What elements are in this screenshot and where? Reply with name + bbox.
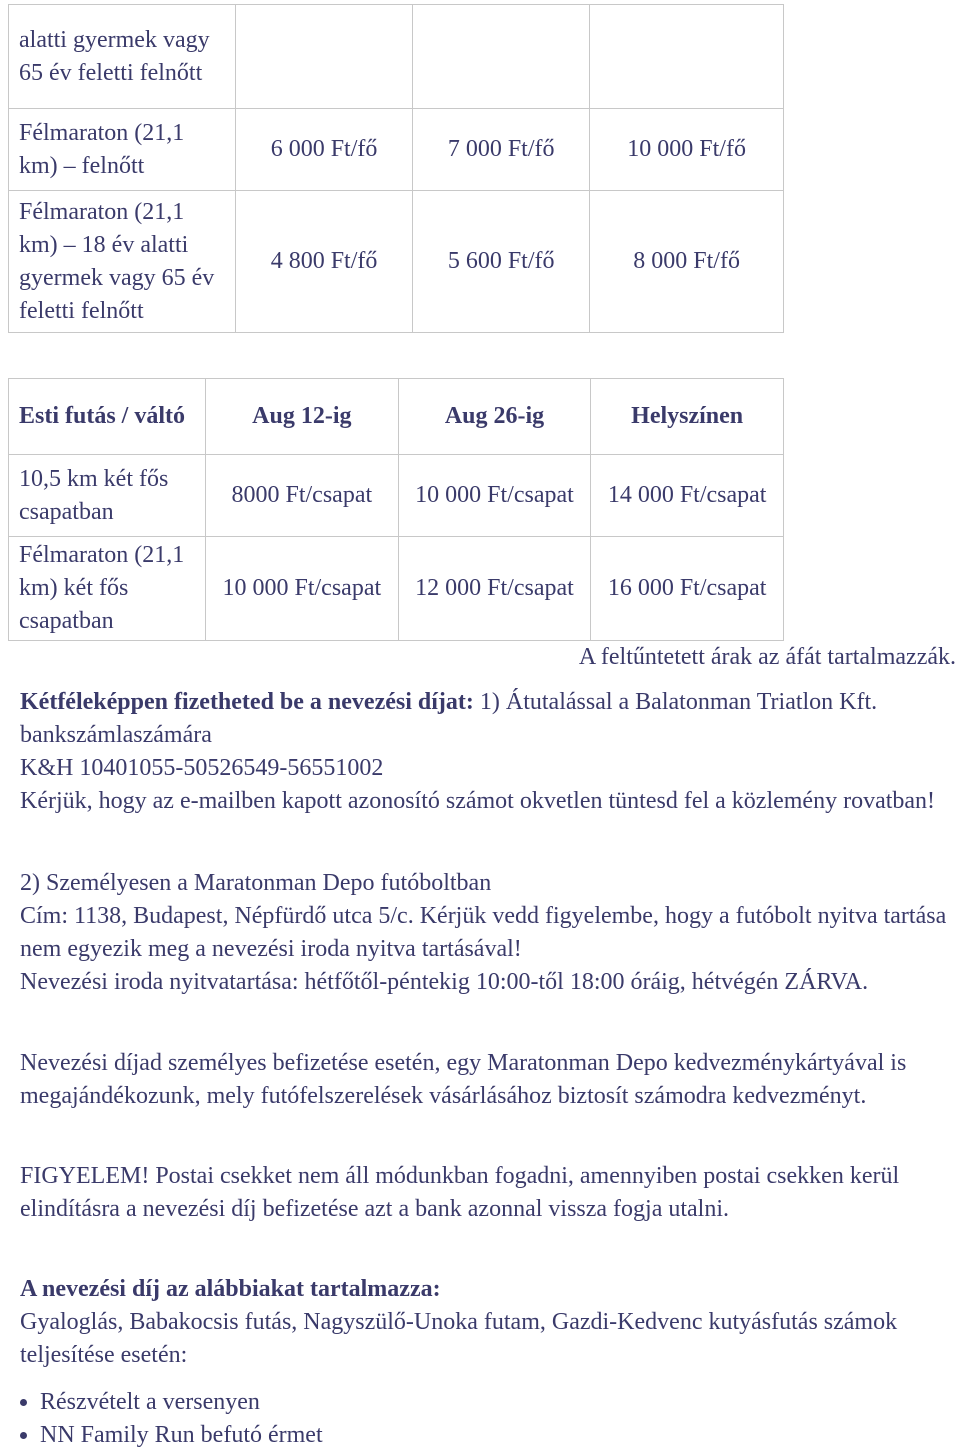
price-cell: 7 000 Ft/fő <box>413 109 590 191</box>
header-cell: Aug 12-ig <box>206 379 399 455</box>
price-cell: 10 000 Ft/csapat <box>206 537 399 641</box>
office-hours: Nevezési iroda nyitvatartása: hétfőtől-péntekig 10:00-től 18:00 óráig, hétvégén ZÁRVA. <box>20 969 869 995</box>
includes-paragraph <box>20 1273 950 1372</box>
category-cell: Félmaraton (21,1 km) két fős csapatban <box>9 537 206 641</box>
table-row <box>9 191 784 333</box>
list-item: • Részvételt a versenyen <box>40 1386 940 1419</box>
payment-option-in-person: 2) Személyesen a Maratonman Depo futóboltban <box>20 870 492 896</box>
price-cell <box>590 5 784 109</box>
payment-note: Kérjük, hogy az e-mailben kapott azonosító számot okvetlen tüntesd fel a közlemény rovatban! <box>20 788 936 814</box>
price-cell: 10 000 Ft/csapat <box>398 455 591 537</box>
payment-option-transfer: 1) Átutalással a Balatonman Triatlon Kft. bankszámlaszámára <box>20 689 878 748</box>
table-row <box>9 109 784 191</box>
discount-paragraph: Nevezési díjad személyes befizetése esetén, egy Maratonman Depo kedvezménykártyával is megajándékozunk, mely futófelszerelések vásárlásához biztosít számodra kedvezményt. <box>20 1050 907 1109</box>
price-table-individual <box>8 4 784 333</box>
price-cell <box>236 5 413 109</box>
payment-heading: Kétféleképpen fizetheted be a nevezési díjat: <box>20 689 474 715</box>
price-cell: 8000 Ft/csapat <box>206 455 399 537</box>
shop-address: Cím: 1138, Budapest, Népfürdő utca 5/c. Kérjük vedd figyelembe, hogy a futóbolt nyitva tartása nem egyezik meg a nevezési iroda nyitva tartásával! <box>20 903 947 962</box>
header-cell: Esti futás / váltó <box>9 379 206 455</box>
payment-in-person-paragraph <box>20 867 950 999</box>
includes-intro: Gyaloglás, Babakocsis futás, Nagyszülő-Unoka futam, Gazdi-Kedvenc kutyásfutás számok teljesítése esetén: <box>20 1309 898 1368</box>
table-header-row <box>9 379 784 455</box>
price-cell: 6 000 Ft/fő <box>236 109 413 191</box>
includes-heading: A nevezési díj az alábbiakat tartalmazza: <box>20 1276 441 1302</box>
bank-account: K&H 10401055-50526549-56551002 <box>20 755 384 781</box>
price-cell: 14 000 Ft/csapat <box>591 455 784 537</box>
category-cell: Félmaraton (21,1 km) – felnőtt <box>9 109 236 191</box>
price-cell: 12 000 Ft/csapat <box>398 537 591 641</box>
price-table-team <box>8 378 784 641</box>
header-cell: Helyszínen <box>591 379 784 455</box>
price-cell: 8 000 Ft/fő <box>590 191 784 333</box>
payment-paragraph <box>20 686 950 818</box>
table-row <box>9 455 784 537</box>
table-row <box>9 5 784 109</box>
header-cell: Aug 26-ig <box>398 379 591 455</box>
category-cell: 10,5 km két fős csapatban <box>9 455 206 537</box>
category-cell: alatti gyermek vagy 65 év feletti felnőtt <box>9 5 236 109</box>
price-cell: 5 600 Ft/fő <box>413 191 590 333</box>
price-cell: 10 000 Ft/fő <box>590 109 784 191</box>
warning-paragraph: FIGYELEM! Postai csekket nem áll módunkban fogadni, amennyiben postai csekken kerül elindításra a nevezési díj befizetése azt a bank azonnal vissza fogja utalni. <box>20 1163 900 1222</box>
includes-list <box>0 1386 940 1452</box>
price-cell: 16 000 Ft/csapat <box>591 537 784 641</box>
price-cell <box>413 5 590 109</box>
vat-note: A feltűntetett árak az áfát tartalmazzák. <box>578 644 956 670</box>
list-item: • NN Family Run befutó érmet <box>40 1419 940 1452</box>
price-cell: 4 800 Ft/fő <box>236 191 413 333</box>
category-cell: Félmaraton (21,1 km) – 18 év alatti gyermek vagy 65 év feletti felnőtt <box>9 191 236 333</box>
table-row <box>9 537 784 641</box>
